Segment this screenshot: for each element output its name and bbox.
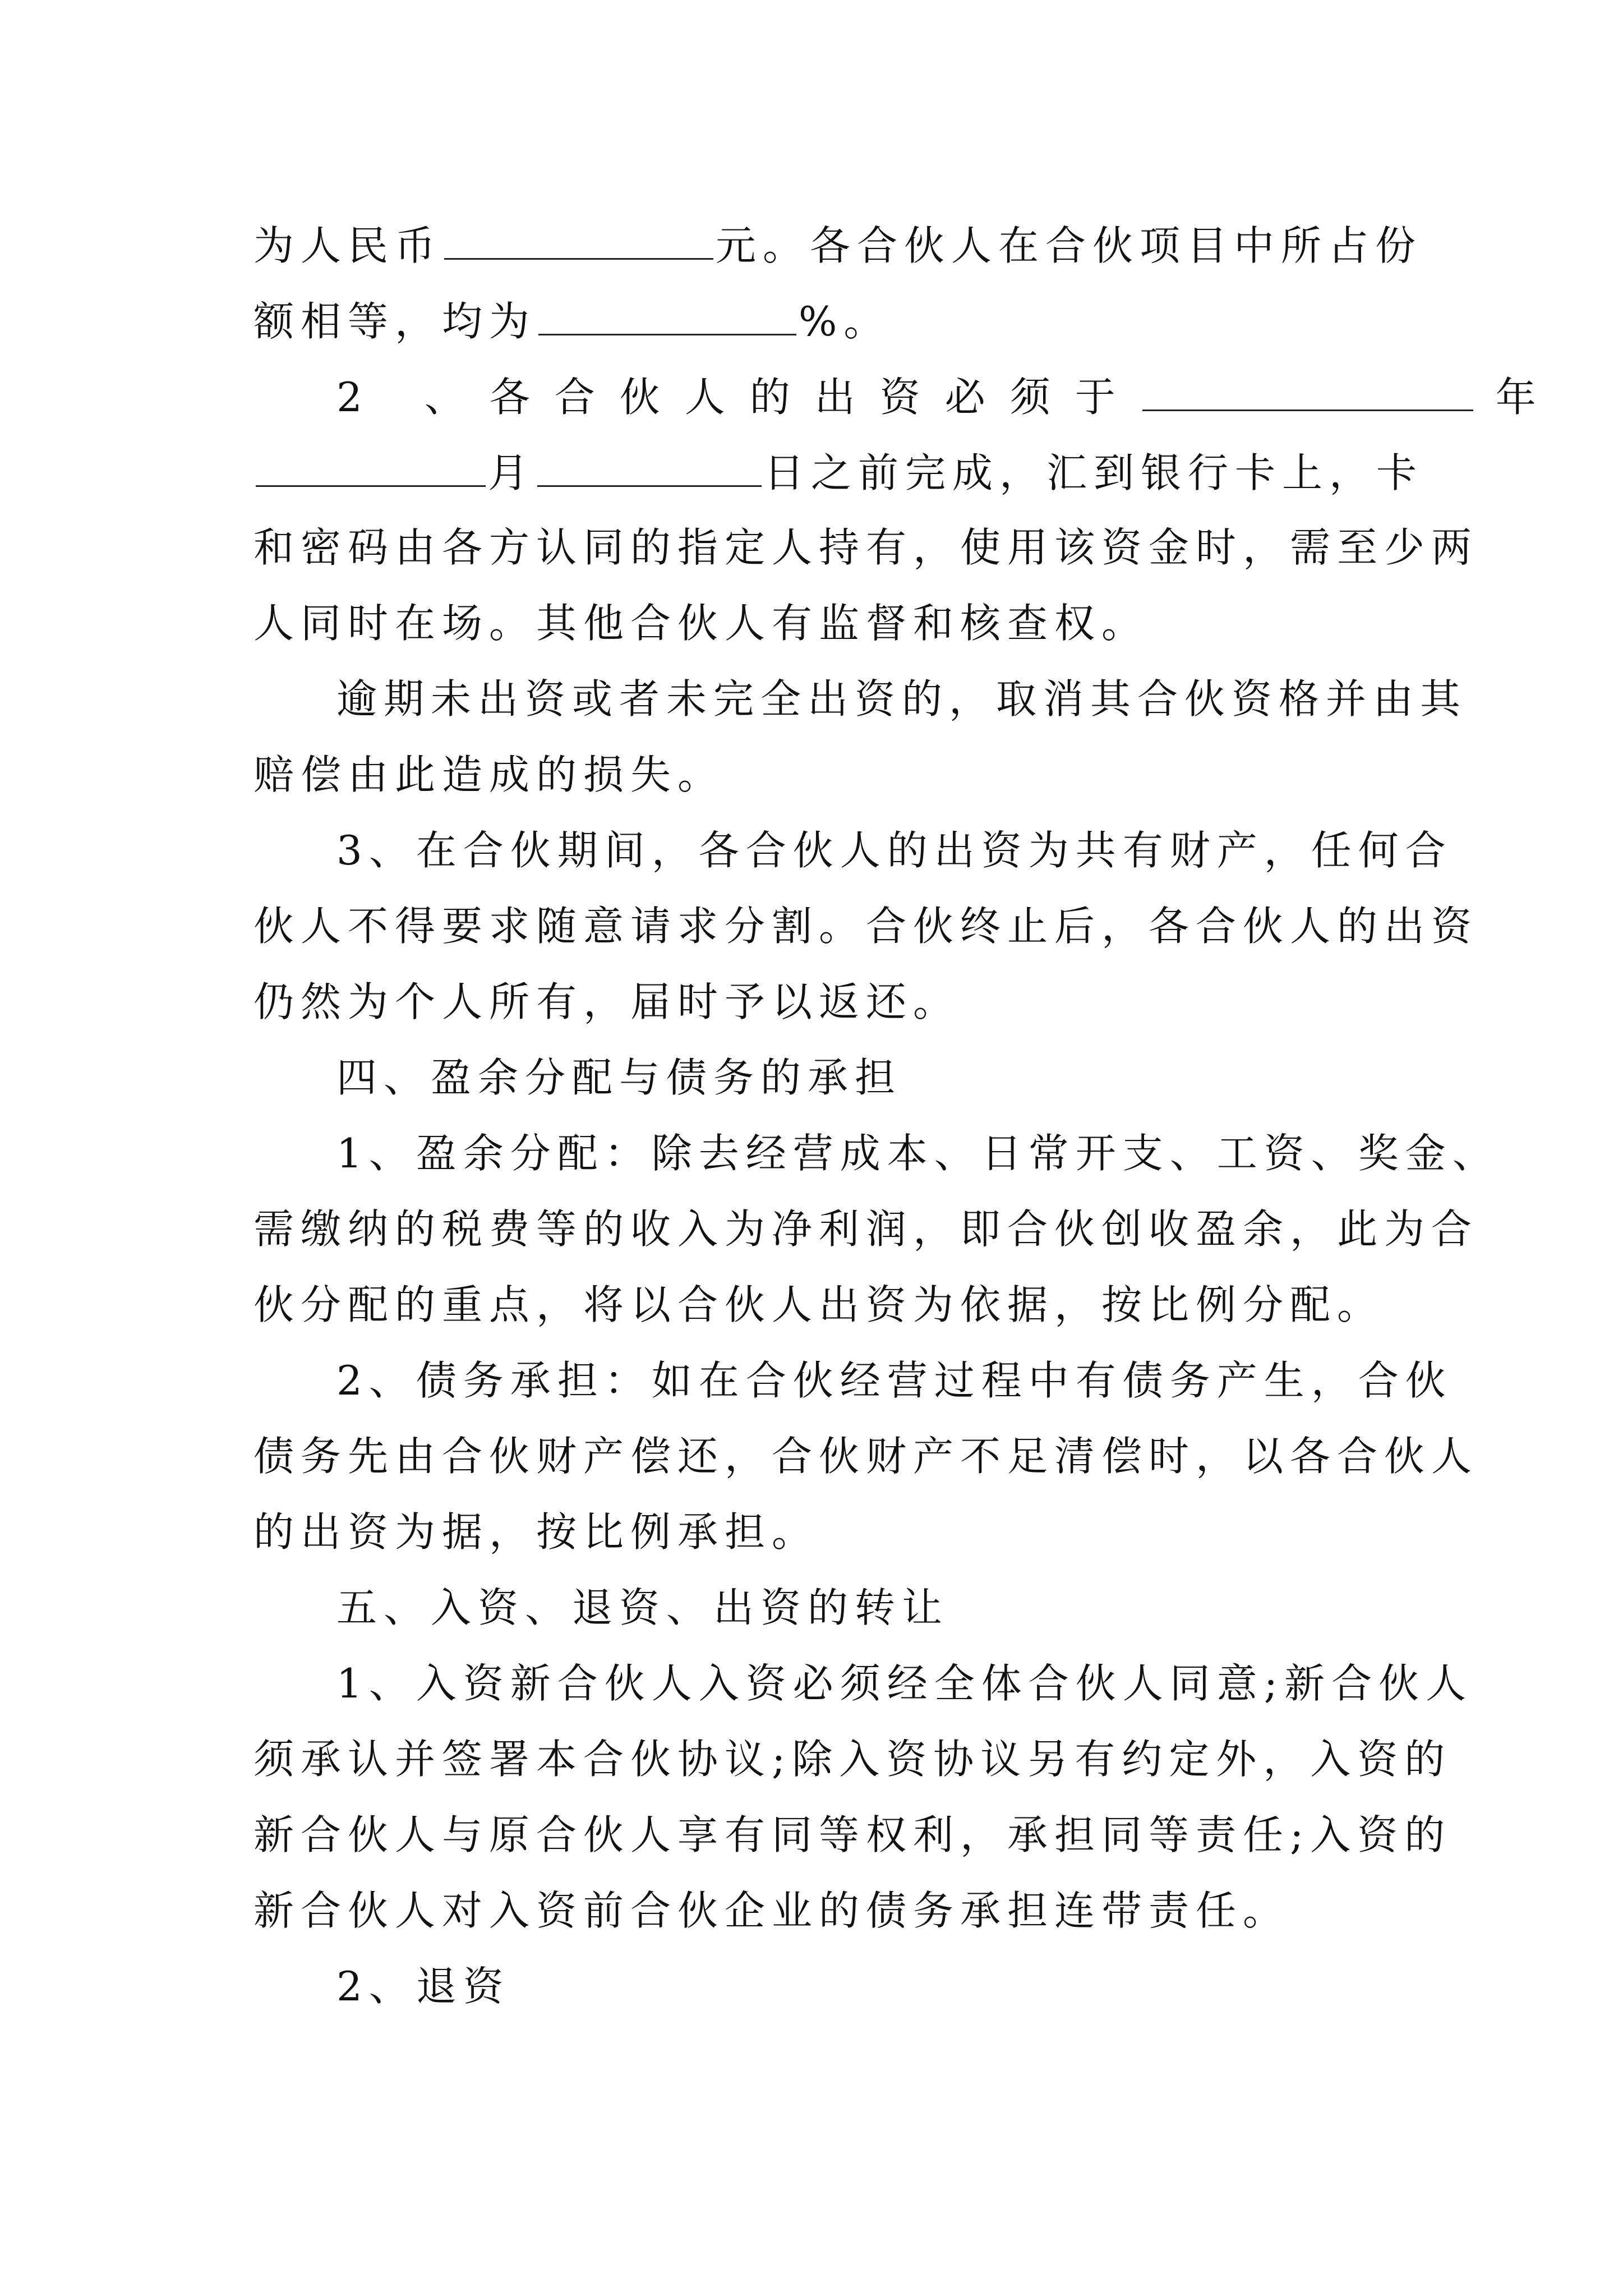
- text-line: [253, 222, 1423, 269]
- text-line: [336, 374, 1543, 421]
- fill-in-blank: [538, 300, 796, 335]
- text-line: 的出资为据，按比例承担。: [253, 1508, 819, 1556]
- fill-in-blank: [256, 452, 486, 487]
- text-span: 月: [488, 449, 536, 496]
- section-heading: 四、盈余分配与债务的承担: [336, 1054, 902, 1101]
- text-span: 年: [1495, 374, 1543, 421]
- text-line: [253, 449, 1424, 496]
- text-span: 元。各合伙人在合伙项目中所占份: [716, 222, 1423, 269]
- text-span: 为人民币: [253, 222, 442, 269]
- text-line: 伙人不得要求随意请求分割。合伙终止后，各合伙人的出资: [253, 903, 1479, 950]
- text-line: 需缴纳的税费等的收入为净利润，即合伙创收盈余，此为合: [253, 1205, 1479, 1253]
- text-line: 3、在合伙期间，各合伙人的出资为共有财产，任何合: [336, 827, 1453, 874]
- subsection-heading: 2、退资: [336, 1963, 510, 2010]
- fill-in-blank: [537, 452, 762, 487]
- text-span: 2 、各合伙人的出资必须于: [336, 374, 1140, 421]
- text-line: [253, 298, 1375, 345]
- text-line: 须承认并签署本合伙协议;除入资协议另有约定外，入资的: [253, 1736, 1452, 1783]
- text-line: 和密码由各方认同的指定人持有，使用该资金时，需至少两: [253, 524, 1479, 571]
- text-span: 额相等，均为: [253, 298, 537, 345]
- text-line: 1、盈余分配：除去经营成本、日常开支、工资、奖金、: [336, 1130, 1500, 1177]
- text-line: 逾期未出资或者未完全出资的，取消其合伙资格并由其: [336, 675, 1468, 723]
- text-line: 债务先由合伙财产偿还，合伙财产不足清偿时，以各合伙人: [253, 1433, 1479, 1480]
- fill-in-blank: [1142, 376, 1473, 411]
- text-span: 日之前完成，汇到银行卡上，卡: [764, 449, 1424, 496]
- text-line: 2、债务承担：如在合伙经营过程中有债务产生，合伙: [336, 1357, 1453, 1404]
- text-span: %。: [799, 298, 891, 345]
- text-line: 新合伙人对入资前合伙企业的债务承担连带责任。: [253, 1887, 1290, 1934]
- text-line: 赔偿由此造成的损失。: [253, 751, 725, 798]
- text-line: 新合伙人与原合伙人享有同等权利，承担同等责任;入资的: [253, 1811, 1452, 1858]
- text-line: 伙分配的重点，将以合伙人出资为依据，按比例分配。: [253, 1281, 1385, 1328]
- fill-in-blank: [444, 224, 713, 260]
- section-heading: 五、入资、退资、出资的转让: [336, 1584, 949, 1631]
- text-line: 1、入资新合伙人入资必须经全体合伙人同意;新合伙人: [336, 1660, 1473, 1707]
- text-line: 人同时在场。其他合伙人有监督和核查权。: [253, 600, 1149, 647]
- text-line: 仍然为个人所有，届时予以返还。: [253, 978, 961, 1025]
